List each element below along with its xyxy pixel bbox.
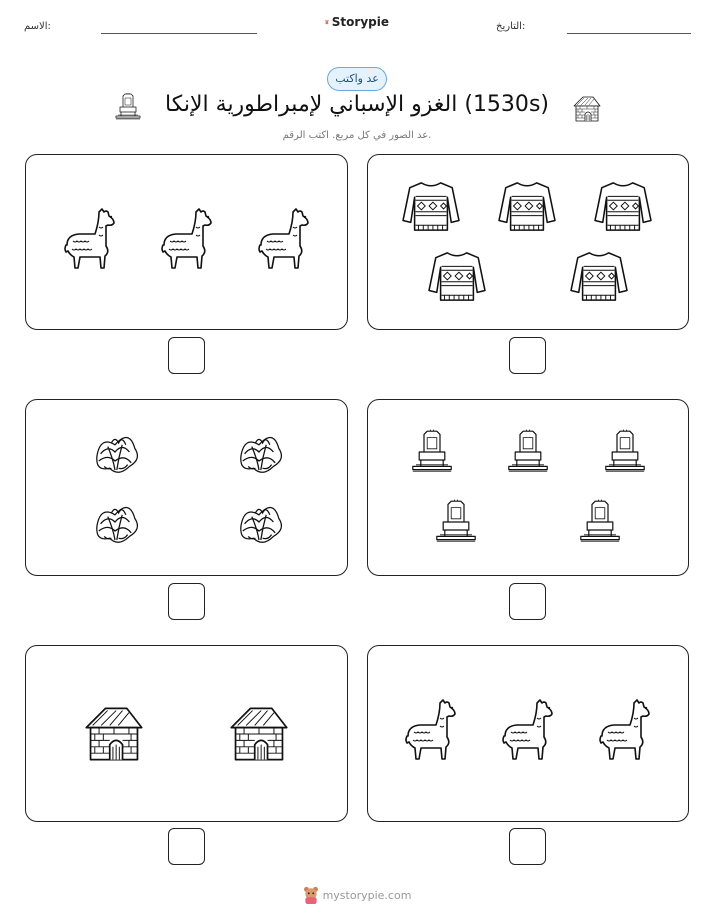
answer-box-3[interactable] bbox=[509, 583, 546, 620]
sweater-icon bbox=[498, 179, 556, 233]
answer-box-4[interactable] bbox=[168, 583, 205, 620]
stone-house-icon bbox=[82, 704, 146, 764]
name-label: الاسم: bbox=[24, 21, 51, 32]
sweater-icon bbox=[570, 249, 628, 303]
llama-icon bbox=[156, 207, 216, 277]
yarn-icon bbox=[88, 426, 142, 478]
llama-icon bbox=[400, 698, 460, 768]
answer-box-2[interactable] bbox=[168, 337, 205, 374]
llama-icon bbox=[253, 207, 313, 277]
footer-url[interactable]: mystorypie.com bbox=[322, 888, 412, 902]
activity-badge: عد واكتب bbox=[327, 67, 387, 91]
yarn-icon bbox=[88, 496, 142, 548]
llama-icon bbox=[497, 698, 557, 768]
name-line[interactable] bbox=[101, 33, 257, 34]
answer-box-6[interactable] bbox=[168, 828, 205, 865]
sweater-icon bbox=[594, 179, 652, 233]
stone-house-icon bbox=[572, 95, 602, 123]
stone-house-icon bbox=[227, 704, 291, 764]
throne-icon bbox=[601, 428, 649, 476]
date-label: التاريخ: bbox=[496, 21, 526, 32]
llama-icon bbox=[59, 207, 119, 277]
llama-icon bbox=[594, 698, 654, 768]
sweater-icon bbox=[402, 179, 460, 233]
date-line[interactable] bbox=[567, 33, 691, 34]
count-panel-thrones bbox=[367, 399, 689, 576]
instructions: عد الصور في كل مربع. اكتب الرقم. bbox=[282, 130, 432, 141]
page-title: الغزو الإسباني لإمبراطورية الإنكا (1530s) bbox=[165, 92, 549, 117]
bear-icon bbox=[303, 886, 319, 904]
count-panel-yarn bbox=[25, 399, 348, 576]
throne-icon bbox=[504, 428, 552, 476]
throne-icon bbox=[576, 498, 624, 546]
throne-icon bbox=[408, 428, 456, 476]
throne-icon bbox=[113, 93, 143, 121]
count-panel-llamas bbox=[25, 154, 348, 330]
answer-box-1[interactable] bbox=[509, 337, 546, 374]
brand-logo bbox=[325, 12, 389, 32]
bear-icon bbox=[325, 14, 329, 30]
sweater-icon bbox=[428, 249, 486, 303]
throne-icon bbox=[432, 498, 480, 546]
yarn-icon bbox=[232, 496, 286, 548]
answer-box-5[interactable] bbox=[509, 828, 546, 865]
count-panel-llamas-2 bbox=[367, 645, 689, 822]
count-panel-houses bbox=[25, 645, 348, 822]
brand-name: Storypie bbox=[331, 15, 389, 29]
count-panel-sweaters bbox=[367, 154, 689, 330]
yarn-icon bbox=[232, 426, 286, 478]
footer bbox=[0, 886, 714, 904]
